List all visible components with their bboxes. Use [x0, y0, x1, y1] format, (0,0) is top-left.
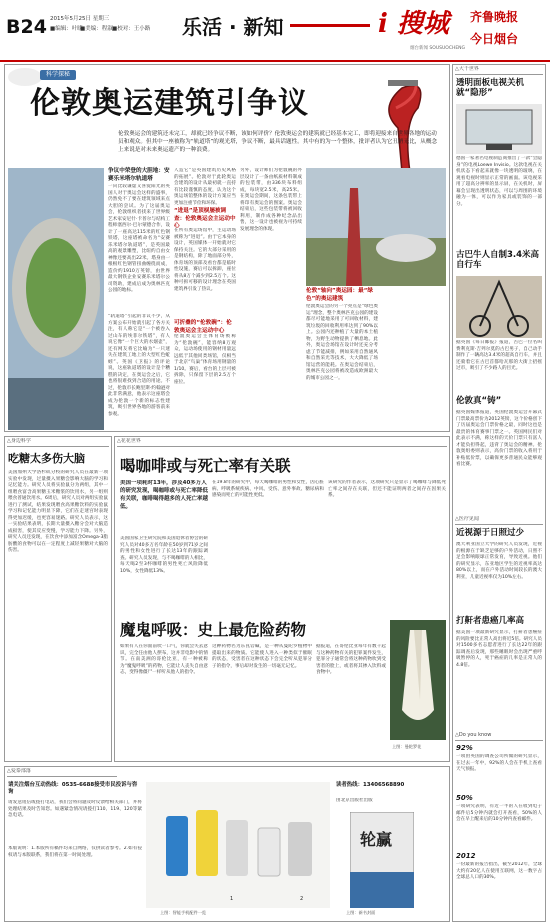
products-caption: 上图：智能手机配件一览 — [160, 910, 207, 915]
sugar-text: 美国加州大学洛杉矶分校的研究人员在最新一项实验中发现，过量摄入果糖会影响大脑的学习和记忆能力。研究人员将实验鼠分为两组，其中一组喂食富含高果糖玉米糖浆的饮用水，另一组则喂食普通饮用水。6周后，研究人员对两组实验鼠进行了测试，结果发现喂食高果糖饮料的实验鼠学习和记忆能力明显下降，它们在走迷宫时表现得更加迟缓，也更容易迷路。研究人员表示，这一实验结果表明，长期大量摄入糖分会对大脑造成损害，使其反应变慢，学习能力下降。另外，研究人员还发现，在饮食中添加富含Omega-3脂肪酸的食物可以在一定程度上减轻果糖对大脑的伤害。 — [8, 470, 108, 554]
tall-bike-photo — [456, 276, 542, 338]
date-line: 2015年5月25日 星期三 — [50, 16, 110, 22]
datura-flower-photo — [390, 620, 446, 740]
coffee-col-2: 在19.8年的研究中，每天喝咖啡的男性和女性，因心脏病、呼吸系统疾病、中风、受伤、意外事故、糖尿病和感染而死亡的可能性更低。 — [212, 480, 324, 499]
subhead-4: 伦敦“轴向”奥运园：最“绿色”的奥运建筑 — [306, 288, 373, 302]
isousuocheng-logo: i 搜城 — [378, 9, 449, 39]
r4-text: 澳大利亚国立大学的研究人员发现，近视的根源在于缺乏足够的户外活动，日照不足会影响眼球正常发育，导致近视。他们的研究显示，东亚地区学生的近视率高达80%以上，而在户外活动时间较长的澳大利亚，儿童近视率仅为10%左右。 — [456, 542, 542, 580]
book-press: 由北京出版社出版 — [336, 798, 373, 803]
feature-title: 伦敦奥运建筑引争议 — [30, 86, 309, 121]
section-head-science: △身边科学 — [7, 438, 109, 447]
olympic-park-photo — [306, 168, 446, 286]
hotline-line: 请关注烟台互动热线：0535-6688接受市民投诉与咨询 — [8, 782, 138, 796]
devil-col-1: 如果有人在你面前吹一口气，你就会失去意识，完全任由他人摆布，这并非电影中的情节。在南美洲的哥伦比亚，有一种被称为“魔鬼呼吸”的药物，它能让人丧失自由意志，变得像僵尸一样听从他人的指令。 — [120, 644, 208, 676]
coffee-col-3: 该研究的作者表示，这项研究只是显示了喝咖啡与降低死亡率之间存在关联，但还不能证明两者之间存在因果关系。 — [328, 480, 446, 499]
r4-title: 近视源于日照过少 — [456, 528, 525, 538]
stat-2-number: 50% — [456, 794, 473, 802]
devil-col-3: 据报道，在哥伦比亚每年有数千起与这种药物有关的犯罪案件发生，犯罪分子通常会将这种药物吹到受害者的脸上，或者将其掺入饮料或食物中。 — [316, 644, 386, 676]
editor-line: ■编辑：叶晓 — [50, 26, 83, 32]
tv-photo — [456, 104, 542, 154]
datura-caption: 上图：曼陀罗花 — [392, 744, 422, 749]
article-tag: 科学探秘 — [40, 70, 76, 80]
subhead-2: “进退”是顶棂屡被调查：伦敦奥运会主运动中心 — [174, 208, 236, 230]
r3-title: 伦敦真“铸” — [456, 396, 502, 406]
feature-col-6: 另外，设计师们为伦敦碗的外层设计了一条由纸质材料制成的包装带，由336块布料组成，每块宽2.5米，高25米。在奥运会期间，这条包装带上将印有奥运会的图案。奥运会结束后，这些包装带将被回收利用，制作成各种纪念品出售，这一设计也被视为可持续发展理念的体现。 — [240, 168, 302, 232]
proof-line: ■校对：王小路 — [112, 26, 151, 32]
photo-number-2: 2 — [300, 896, 304, 902]
feature-col-3: 人造它“是英国建筑历史风格的拓展”。伦敦对于此轮奥运会建筑的设计从最初就一直持有比较谨慎的态度，认为这个奥运场馆整体的设计方案应当更加注重节俭和环保。 — [174, 168, 236, 206]
logo-subtitle: 烟台新闻 SOUSUOCHENG — [410, 46, 466, 51]
designer-line: ■美编：程淑 — [80, 26, 113, 32]
newspaper-name: 齐鲁晚报 — [470, 10, 519, 24]
section-head-world: △大千世界 — [455, 66, 543, 75]
feature-col-4: 在所有奥运场馆中，主运动场被称为“进退”。由于它本身的设计，英国媒体一开始就对它保持关注。它的大部分采用的是钢结构，除了地面部分外，体育场的顶部及看台都是临时性设施，赛后可以拆卸，座位将从8万个减少到2.5万个。这种可拆可移的设计理念在英国建筑界引发了热议。 — [174, 228, 236, 292]
book-cover-title: 轮赢 — [360, 830, 393, 849]
subhead-3: 可折叠的“伦敦碗”：伦敦奥运会主运动中心 — [174, 320, 232, 334]
stat-1-text: 一项由英国的调查公司所做的研究显示，在过去一年中，92%的人会在手机上查看天气预报。 — [456, 754, 542, 773]
book-cover-image — [350, 812, 414, 908]
coffee-col-1: 美国国家卫生研究院和美国退休者协会的研究人员对40多万名年龄在50岁到71岁之间的男性和女性进行了长达13年的跟踪调查。研究人员发现，与不喝咖啡的人相比，每天喝2至3杯咖啡的男性死亡风险降低10%，女性降低13%。 — [120, 536, 208, 574]
r2-title: 古巴牛人自制3.4米高自行车 — [456, 250, 540, 271]
section-title: 乐活 · 新知 — [182, 15, 284, 39]
stat-3-number: 2012 — [456, 852, 476, 860]
edition-name: 今日烟台 — [470, 32, 519, 46]
r3-text: 据英国媒体报道，英国伦敦奥运会开幕式门票最高票价为2012英镑，这个价格创下了历届奥运会门票价格之最，同时这也是最贵的体育赛事门票之一。英国网民们对此表示不满，称这样的天价门票只有富人才能负担得起，违背了奥运会的精神。伦敦奥组委则表示，高价门票的收入将用于补贴低价票，以确保更多普通民众能够观看比赛。 — [456, 410, 542, 468]
devil-title: 魔鬼呼吸：史上最危险药物 — [120, 621, 307, 639]
book-hotline: 读者热线：13406568890 — [336, 782, 405, 788]
section-head-tribe: △爱泰部落 — [7, 768, 117, 777]
stat-1-number: 92% — [456, 744, 473, 752]
stat-2-text: 一项研究表明，有近一半的人在收到电子邮件后5分钟内就会打开查看，50%的人会在早上醒来后的10分钟内查看邮件。 — [456, 804, 542, 823]
feature-col-1: 一向比较谦虚又喜爱阳光的英国人对于奥运会这样的盛事，仍然免不了要在建筑领域来点大胆的尝试。为了这届奥运会，伦敦组织者找来了世界级艺术家安尼什·卡普尔与结构工程师塞西尔·巴尔蒙德合作，设计了一座高达115米的红色钢铁塔，这座塔被命名为“安赛乐米塔尔轨道塔”，是英国最高的观景雕塑，比纽约自由女神像还要高出22米。塔身由一根根红色钢管扭曲缠绕而成，造价约1910万英镑，由世界最大钢铁企业安赛乐米塔尔公司资助，建成后成为奥林匹克公园的地标。 — [108, 184, 170, 294]
page-number: B24 — [6, 16, 47, 38]
r5-text: 据美国一项最新研究显示，打鼾者患癌症的风险要比正常人高出将近5倍。研究人员对1500多名志愿者进行了长达22年的跟踪调查后发现，那些睡眠时会出现严重呼吸暂停的人，死于癌症的几率是正常人的4.8倍。 — [456, 630, 542, 668]
section-head-world2: △花花世界 — [117, 438, 447, 447]
feature-col-2: “轨道塔”引起的非议不少，从方案公布开始就引起了各方关注，有人称它是“一个被卷入过山车的埃菲尔铁塔”，有人说它像“一个巨大的水烟壶”，还有网友将它比喻为“一只迷失在建筑工地上的大型红色蚯蚓”。英国《卫报》的评论说，这座轨道塔的设计是个糟糕的决定，在奥运会之后，它也将很难找到合适的用途。不过，伦敦市长鲍里斯·约翰逊对此非常满意，他表示这座塔会成为伦敦一个新的标志性建筑，吸引世界各地的游客前来参观。 — [108, 314, 170, 417]
products-photo — [146, 782, 330, 908]
subhead-1: 争议中荣登的大胆地：安赛乐米塔尔轨道塔 — [108, 168, 170, 182]
devil-col-2: 这种药物名为东莨菪碱，是一种从曼陀罗植物中提取出来的物质。它能使人进入一种类似于催眠的状态，受害者在这种状态下会完全听从犯罪分子的指令，事后却对发生的一切毫无记忆。 — [212, 644, 312, 669]
feature-col-7: 伦敦奥运会的另一个亮点是“绿色奥运”理念，整个奥林匹克公园的建设都尽可能地采用了可回收材料，建筑垃圾的回收利用率达到了90%以上。公园内还种植了大量的本土植物，为野生动物提供了栖息地。此外，奥运会场馆在设计时还充分考虑了节能减排，例如采用自然通风和自然采光等技术，大大降低了场馆运营的能耗。在奥运会结束后，奥林匹克公园将被改造成欧洲最大的城市公园之一。 — [306, 304, 378, 381]
section-head-know: △Do you know — [455, 732, 543, 741]
hotline-text: 请发送短信或拨打电话，我们会将问题及时反馈给相关部门，并将处理结果及时告知您。如遇紧急情况请拨打110、119、120等紧急电话。 — [8, 800, 142, 819]
photo-number-1: 1 — [230, 896, 234, 902]
notes-text: 本版说明：1.本版所有稿件均来自网络，仅供读者参考。2.如有侵权请与本版联系，我们将在第一时间处理。 — [8, 846, 142, 858]
book-caption: 上图：新书封面 — [346, 910, 376, 915]
sugar-title: 吃糖太多伤大脑 — [8, 452, 85, 465]
section-head-health: △医疗见闻 — [455, 516, 543, 525]
stat-3-text: 一份最新的报告指出，截至2012年，全球大约有20亿人在使用互联网，这一数字占全球总人口的30%。 — [456, 862, 542, 881]
coffee-title: 喝咖啡或与死亡率有关联 — [120, 457, 291, 475]
r5-title: 打鼾者患癌几率高 — [456, 616, 525, 626]
coffee-lead: 美国一项耗时13年，涉及40多万人的研究发现，喝咖啡或与死亡率降低有关联，咖啡喝得越多的人死亡率越低。 — [120, 480, 208, 510]
r1-title: 透明面板电视关机就“隐形” — [456, 78, 525, 99]
r1-text: 德国一家著名电视制造商推出了一款“会隐身”的电视Loewe Invisio。这款电视在关机状态下看起来就像一块透明的玻璃，在观看电视时则显示正常的画面。该电视采用了超高分辨率的显示屏，在关机时，屏幕会呈现出透明状态，可以与周围的环境融为一体，可以作为家具或装饰的一部分。 — [456, 156, 542, 207]
r2-text: 据英国《每日邮报》报道，古巴一位名叫费利克斯·吉列尔莫的古巴男子，自己动手制作了一辆高达3.4米的超高自行车，并且还骑着它在古巴首都哈瓦那的大街上招摇过市，吸引了不少路人的目光。 — [456, 340, 542, 372]
feature-lead: 伦敦奥运会的建筑还未完工，却就已经争议不断，该如何评价？伦敦奥运会的建筑就已经基本完工，即将迎接来自世界各地的运动员和观众。但其中一座被称为“轨道塔”的观光塔，争议不断，最具话题性。其中有的为一个整体，批评者认为它丑陋无比，从概念上来说是对未来奥运遗产的一种浪费。 — [118, 131, 438, 154]
stadium-photo — [8, 168, 104, 430]
header-red-bar — [290, 24, 370, 27]
feature-col-5: 伦敦奥运会主体育场被称为“伦敦碗”，能容纳8万观众，运动场使用的钢材用量远远低于其他同类场馆，仅相当于北京“鸟巢”体育场用钢量的1/10。赛后，看台的上层可被拆除，只保留下层的2.5万个座位。 — [174, 334, 236, 385]
